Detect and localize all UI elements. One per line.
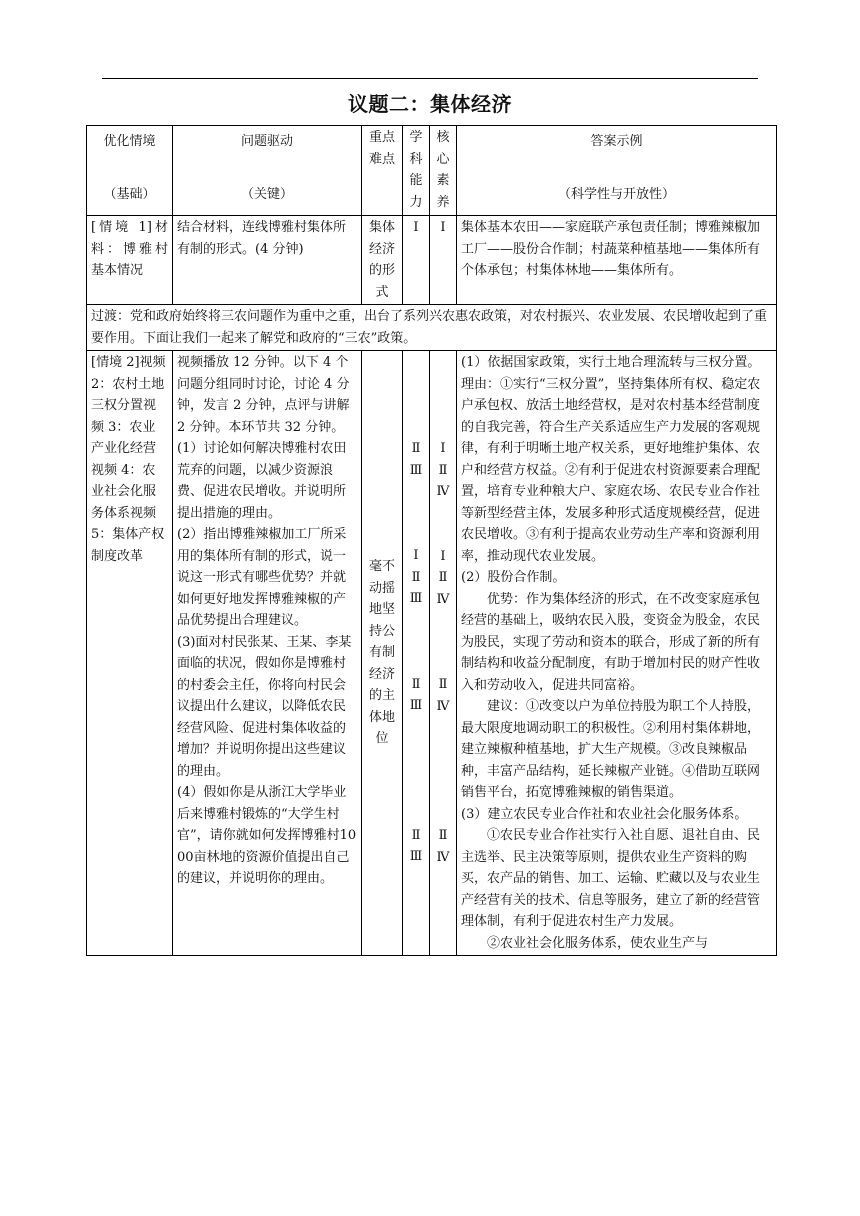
answer-2-3-cooperative: ①农民专业合作社实行入社自愿、退社自由、民主选举、民主决策等原则，提供农业生产资料的购买，农产品的销售、加工、运输、贮藏以及与农业生产经营有关的技术、信息等服务，建立了新的经营管理体制，有利于促进农村生产力发展。 bbox=[461, 828, 761, 929]
ability-2 bbox=[403, 351, 430, 956]
header-focus: 重点难点 bbox=[362, 126, 403, 216]
answer-2-2-suggestion: 建议：①改变以户为单位持股为职工个人持股，最大限度地调动职工的积极性。②利用村集体耕地，建立辣椒种植基地，扩大生产规模。③改良辣椒品种，丰富产品结构，延长辣椒产业链。④借助互联网销售平台，拓宽博雅辣椒的销售渠道。 bbox=[461, 699, 761, 800]
situation-1: [情境 1]材料：博雅村基本情况 bbox=[87, 216, 173, 305]
focus-2: 毫不动摇地坚持公有制经济的主体地位 bbox=[362, 351, 403, 956]
table-row bbox=[87, 216, 777, 305]
literacy-1: Ⅰ bbox=[430, 216, 457, 305]
literacy-2 bbox=[430, 351, 457, 956]
table-header-row bbox=[87, 126, 777, 216]
header-literacy: 核心素养 bbox=[430, 126, 457, 216]
transition-row bbox=[87, 305, 777, 351]
header-answer: 答案示例 （科学性与开放性） bbox=[457, 126, 777, 216]
answer-2-3-service: ②农业社会化服务体系，使农业生产与 bbox=[487, 935, 709, 951]
literacy-group-1: Ⅰ Ⅱ Ⅳ bbox=[436, 441, 450, 499]
header-ability: 学科能力 bbox=[403, 126, 430, 216]
question-2-2: (2）指出博雅辣椒加工厂所采用的集体所有制的形式，说一说这一形式有哪些优势？并就如何更好地发挥博雅辣椒的产品优势提出合理建议。 bbox=[177, 527, 347, 628]
answer-2-3-head: (3）建立农民专业合作社和农业社会化服务体系。 bbox=[461, 806, 748, 822]
ability-group-1: Ⅱ Ⅲ bbox=[409, 441, 423, 478]
transition-text: 过渡：党和政府始终将三农问题作为重中之重，出台了系列兴农惠农政策，对农村振兴、农业发展、农民增收起到了重要作用。下面让我们一起来了解党和政府的“三农”政策。 bbox=[87, 305, 777, 351]
header-situation: 优化情境 （基础） bbox=[87, 126, 173, 216]
ability-group-4: Ⅱ Ⅲ bbox=[409, 827, 423, 864]
ability-group-2: Ⅰ Ⅱ Ⅲ bbox=[409, 548, 423, 606]
table-row bbox=[87, 351, 777, 956]
answer-2-2-advantage: 优势：作为集体经济的形式，在不改变家庭承包经营的基础上，吸纳农民入股，变资金为股金，农民为股民，实现了劳动和资本的联合，形成了新的所有制结构和收益分配制度，有助于增加村民的财产性收入和劳动收入，促进共同富裕。 bbox=[461, 591, 761, 693]
answers-2 bbox=[457, 351, 777, 956]
focus-1: 集体经济的形式 bbox=[362, 216, 403, 305]
literacy-group-3: Ⅱ Ⅳ bbox=[436, 677, 450, 714]
question-intro: 视频播放 12 分钟。以下 4 个问题分组同时讨论，讨论 4 分钟，发言 2 分钟，点评与讲解 2 分钟。本环节共 32 分钟。 bbox=[177, 355, 350, 435]
page-title: 议题二：集体经济 bbox=[348, 92, 512, 116]
literacy-group-2: Ⅰ Ⅱ Ⅳ bbox=[436, 548, 450, 607]
literacy-group-4: Ⅱ Ⅳ bbox=[436, 828, 450, 865]
question-2-3: (3)面对村民张某、王某、李某面临的状况，假如你是博雅村的村委会主任，你将向村民会议提出什么建议，以降低农民经营风险、促进村集体收益的增加？并说明你提出这些建议的理由。 bbox=[177, 634, 352, 779]
answer-2-1: (1）依据国家政策，实行土地合理流转与三权分置。理由：①实行“三权分置”，坚持集体所有权、稳定农户承包权、放活土地经营权，是对农村基本经营制度的自我完善，符合生产关系适应生产力发展的客观规律，有利于明晰土地产权关系，更好地维护集体、农户和经营方权益。②有利于促进农村资源要素合理配置，培育专业种粮大户、家庭农场、农民专业合作社等新型经营主体，发展多种形式适度规模经营，促进农民增收。③有利于提高农业劳动生产率和资源利用率，推动现代农业发展。 bbox=[461, 355, 761, 564]
answer-1: 集体基本农田——家庭联产承包责任制；博雅辣椒加工厂——股份合作制；村蔬菜种植基地——集体所有个体承包；村集体林地——集体所有。 bbox=[457, 216, 777, 305]
header-rule bbox=[102, 78, 758, 79]
question-2-4: (4）假如你是从浙江大学毕业后来博雅村锻炼的“大学生村官”，请你就如何发挥博雅村1000亩林地的资源价值提出自己的建议，并说明你的理由。 bbox=[177, 785, 357, 886]
question-2-1: (1）讨论如何解决博雅村农田荒弃的问题，以减少资源浪费、促进农民增收。并说明所提出措施的理由。 bbox=[177, 441, 347, 521]
questions-2 bbox=[173, 351, 362, 956]
question-1: 结合材料，连线博雅村集体所有制的形式。(4 分钟) bbox=[173, 216, 362, 305]
ability-group-3: Ⅱ Ⅲ bbox=[409, 676, 423, 713]
lesson-table bbox=[86, 125, 777, 956]
ability-1: Ⅰ bbox=[403, 216, 430, 305]
header-question: 问题驱动 （关键） bbox=[173, 126, 362, 216]
answer-2-2-head: (2）股份合作制。 bbox=[461, 570, 566, 585]
situation-2: [情境 2]视频 2：农村土地三权分置视频 3：农业产业化经营视频 4：农业社会化服务体系视频 5：集体产权制度改革 bbox=[87, 351, 173, 956]
